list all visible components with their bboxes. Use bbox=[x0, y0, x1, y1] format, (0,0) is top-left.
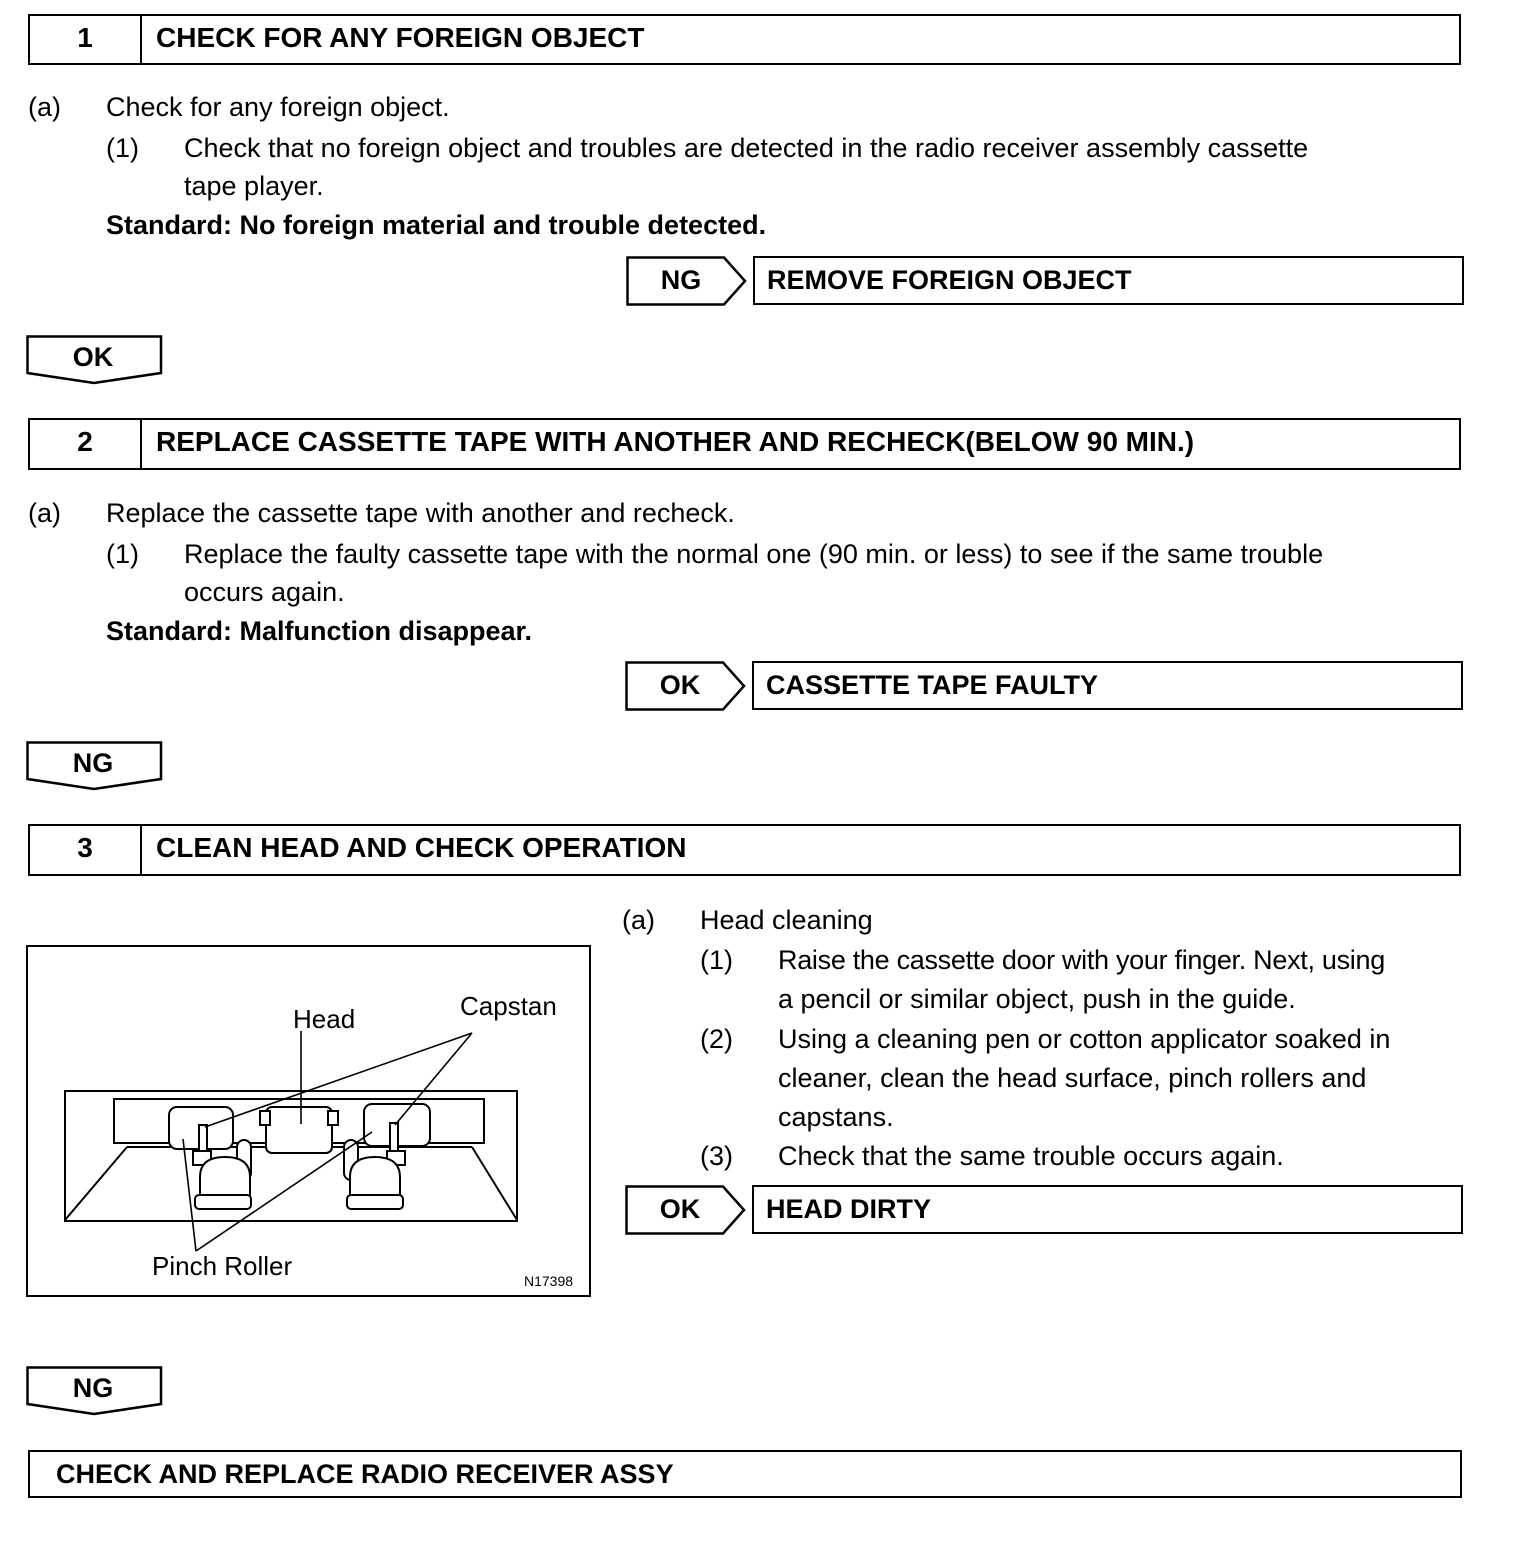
subitem-label: (3) bbox=[700, 1141, 733, 1171]
item-label: (a) bbox=[28, 498, 61, 528]
subitem-text: a pencil or similar object, push in the guide. bbox=[778, 984, 1296, 1014]
final-action-box: CHECK AND REPLACE RADIO RECEIVER ASSY bbox=[28, 1450, 1462, 1498]
standard-text: Standard: No foreign material and trouble detected. bbox=[106, 210, 767, 240]
step-title: CLEAN HEAD AND CHECK OPERATION bbox=[156, 832, 687, 863]
subitem-label: (1) bbox=[106, 539, 139, 569]
result-box: CASSETTE TAPE FAULTY bbox=[752, 661, 1463, 710]
result-box: REMOVE FOREIGN OBJECT bbox=[753, 256, 1464, 305]
subitem-text: occurs again. bbox=[184, 577, 345, 607]
subitem-text: Raise the cassette door with your finger. Next, using bbox=[778, 945, 1385, 975]
tag-label: NG bbox=[660, 265, 702, 295]
figure-id: N17398 bbox=[524, 1273, 574, 1289]
pinch-roller-label: Pinch Roller bbox=[152, 1251, 293, 1281]
head-label: Head bbox=[293, 1004, 356, 1034]
step-title: REPLACE CASSETTE TAPE WITH ANOTHER AND RECHECK(BELOW 90 MIN.) bbox=[156, 426, 1195, 457]
tag-label: OK bbox=[659, 670, 701, 700]
subitem-text: capstans. bbox=[778, 1102, 894, 1132]
subitem-text: Using a cleaning pen or cotton applicator soaked in bbox=[778, 1024, 1391, 1054]
subitem-text: cleaner, clean the head surface, pinch rollers and bbox=[778, 1063, 1367, 1093]
item-text: Check for any foreign object. bbox=[106, 92, 450, 122]
tag-label: NG bbox=[72, 748, 114, 778]
step-number: 2 bbox=[30, 420, 142, 468]
item-text: Replace the cassette tape with another and recheck. bbox=[106, 498, 735, 528]
capstan-label: Capstan bbox=[460, 991, 557, 1021]
step-2-header bbox=[28, 418, 1461, 470]
subitem-text: Replace the faulty cassette tape with the normal one (90 min. or less) to see if the same trouble bbox=[184, 539, 1324, 569]
tag-label: OK bbox=[659, 1194, 701, 1224]
item-label: (a) bbox=[28, 92, 61, 122]
ok-branch-tag bbox=[625, 661, 747, 711]
cassette-head-figure bbox=[26, 945, 591, 1297]
subitem-label: (1) bbox=[106, 133, 139, 163]
ok-flow-tag bbox=[26, 335, 164, 385]
step-title: CHECK FOR ANY FOREIGN OBJECT bbox=[156, 22, 645, 53]
ok-branch-tag bbox=[625, 1185, 747, 1235]
item-text: Head cleaning bbox=[700, 905, 873, 935]
item-label: (a) bbox=[622, 905, 655, 935]
step-number: 1 bbox=[30, 16, 142, 63]
subitem-text: Check that the same trouble occurs again. bbox=[778, 1141, 1284, 1171]
result-box: HEAD DIRTY bbox=[752, 1185, 1463, 1234]
ng-flow-tag bbox=[26, 1366, 164, 1416]
step-1-header bbox=[28, 14, 1461, 65]
subitem-label: (2) bbox=[700, 1024, 733, 1054]
tag-label: NG bbox=[72, 1373, 114, 1403]
step-number: 3 bbox=[30, 826, 142, 874]
ng-flow-tag bbox=[26, 741, 164, 791]
subitem-text: Check that no foreign object and troubles are detected in the radio receiver assembly cassette bbox=[184, 133, 1309, 163]
tag-label: OK bbox=[72, 342, 114, 372]
subitem-text: tape player. bbox=[184, 171, 324, 201]
subitem-label: (1) bbox=[700, 945, 733, 975]
step-3-header bbox=[28, 824, 1461, 876]
standard-text: Standard: Malfunction disappear. bbox=[106, 616, 533, 646]
ng-branch-tag bbox=[626, 256, 748, 306]
